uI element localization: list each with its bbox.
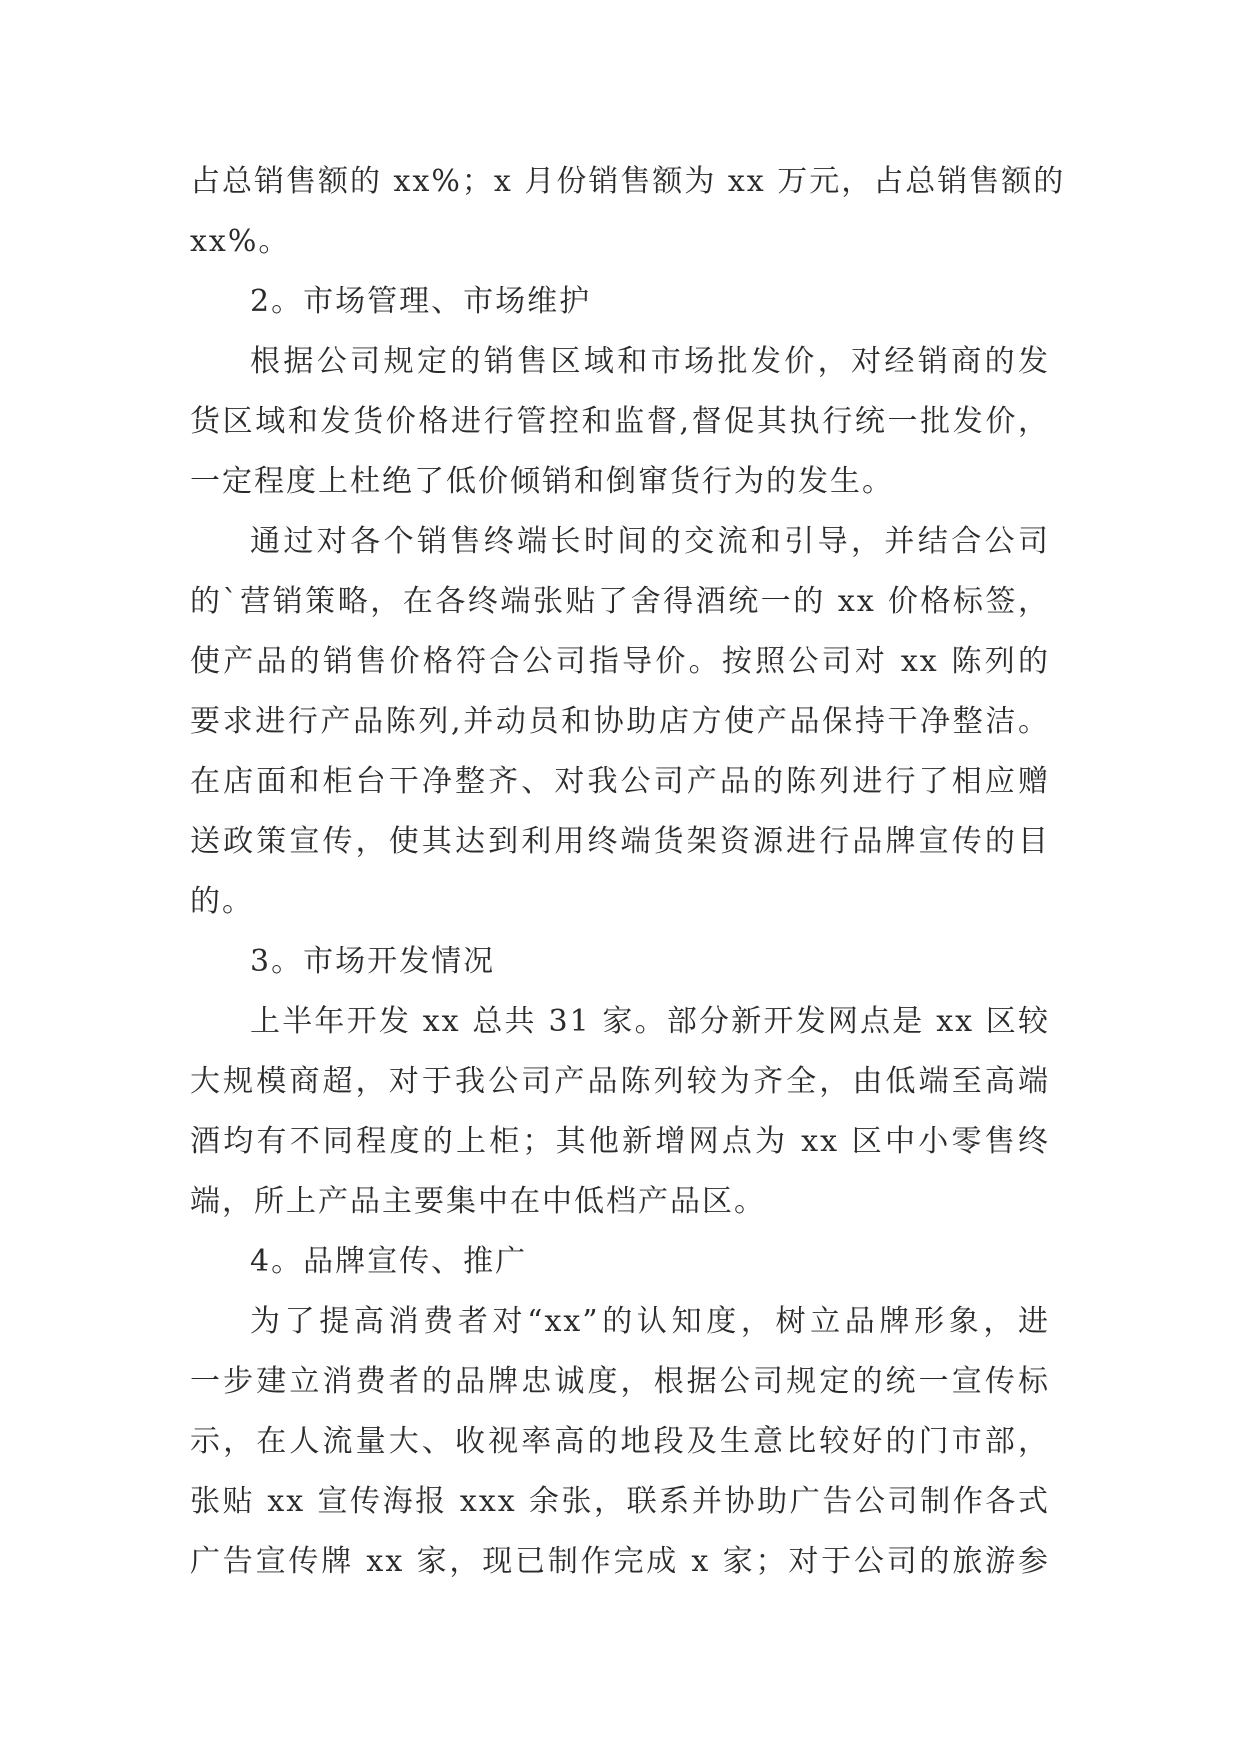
section-heading: 4。品牌宣传、推广 bbox=[250, 1244, 528, 1279]
text-line: 占总销售额的 xx%；x 月份销售额为 xx 万元，占总销售额的 bbox=[190, 164, 1066, 199]
text-line: 酒均有不同程度的上柜；其他新增网点为 xx 区中小零售终 bbox=[190, 1124, 1050, 1159]
text-line: 的`营销策略，在各终端张贴了舍得酒统一的 xx 价格标签， bbox=[190, 584, 1050, 619]
text-line: 广告宣传牌 xx 家，现已制作完成 x 家；对于公司的旅游参 bbox=[190, 1544, 1050, 1579]
text-line: 张贴 xx 宣传海报 xxx 余张，联系并协助广告公司制作各式 bbox=[190, 1484, 1050, 1519]
text-line: 一步建立消费者的品牌忠诚度，根据公司规定的统一宣传标 bbox=[190, 1364, 1050, 1399]
section-heading: 2。市场管理、市场维护 bbox=[250, 284, 592, 319]
text-line: 为了提高消费者对“xx”的认知度，树立品牌形象，进 bbox=[250, 1304, 1050, 1339]
text-line: 在店面和柜台干净整齐、对我公司产品的陈列进行了相应赠 bbox=[190, 764, 1050, 799]
text-line: 大规模商超，对于我公司产品陈列较为齐全，由低端至高端 bbox=[190, 1064, 1050, 1099]
section-heading: 3。市场开发情况 bbox=[250, 944, 496, 979]
text-line: 货区域和发货价格进行管控和监督,督促其执行统一批发价， bbox=[190, 404, 1050, 439]
text-line: 使产品的销售价格符合公司指导价。按照公司对 xx 陈列的 bbox=[190, 644, 1050, 679]
text-line: 一定程度上杜绝了低价倾销和倒窜货行为的发生。 bbox=[190, 464, 894, 499]
text-line: 通过对各个销售终端长时间的交流和引导，并结合公司 bbox=[250, 524, 1050, 559]
text-line: 示，在人流量大、收视率高的地段及生意比较好的门市部， bbox=[190, 1424, 1050, 1459]
text-line: 根据公司规定的销售区域和市场批发价，对经销商的发 bbox=[250, 344, 1050, 379]
text-line: 端，所上产品主要集中在中低档产品区。 bbox=[190, 1184, 766, 1219]
document-body bbox=[190, 152, 1066, 1592]
text-line: 要求进行产品陈列,并动员和协助店方使产品保持干净整洁。 bbox=[190, 704, 1050, 739]
text-line: 送政策宣传，使其达到利用终端货架资源进行品牌宣传的目 bbox=[190, 824, 1050, 859]
text-line: 上半年开发 xx 总共 31 家。部分新开发网点是 xx 区较 bbox=[250, 1004, 1050, 1039]
text-line: 的。 bbox=[190, 884, 254, 919]
text-line: xx%。 bbox=[190, 224, 291, 259]
